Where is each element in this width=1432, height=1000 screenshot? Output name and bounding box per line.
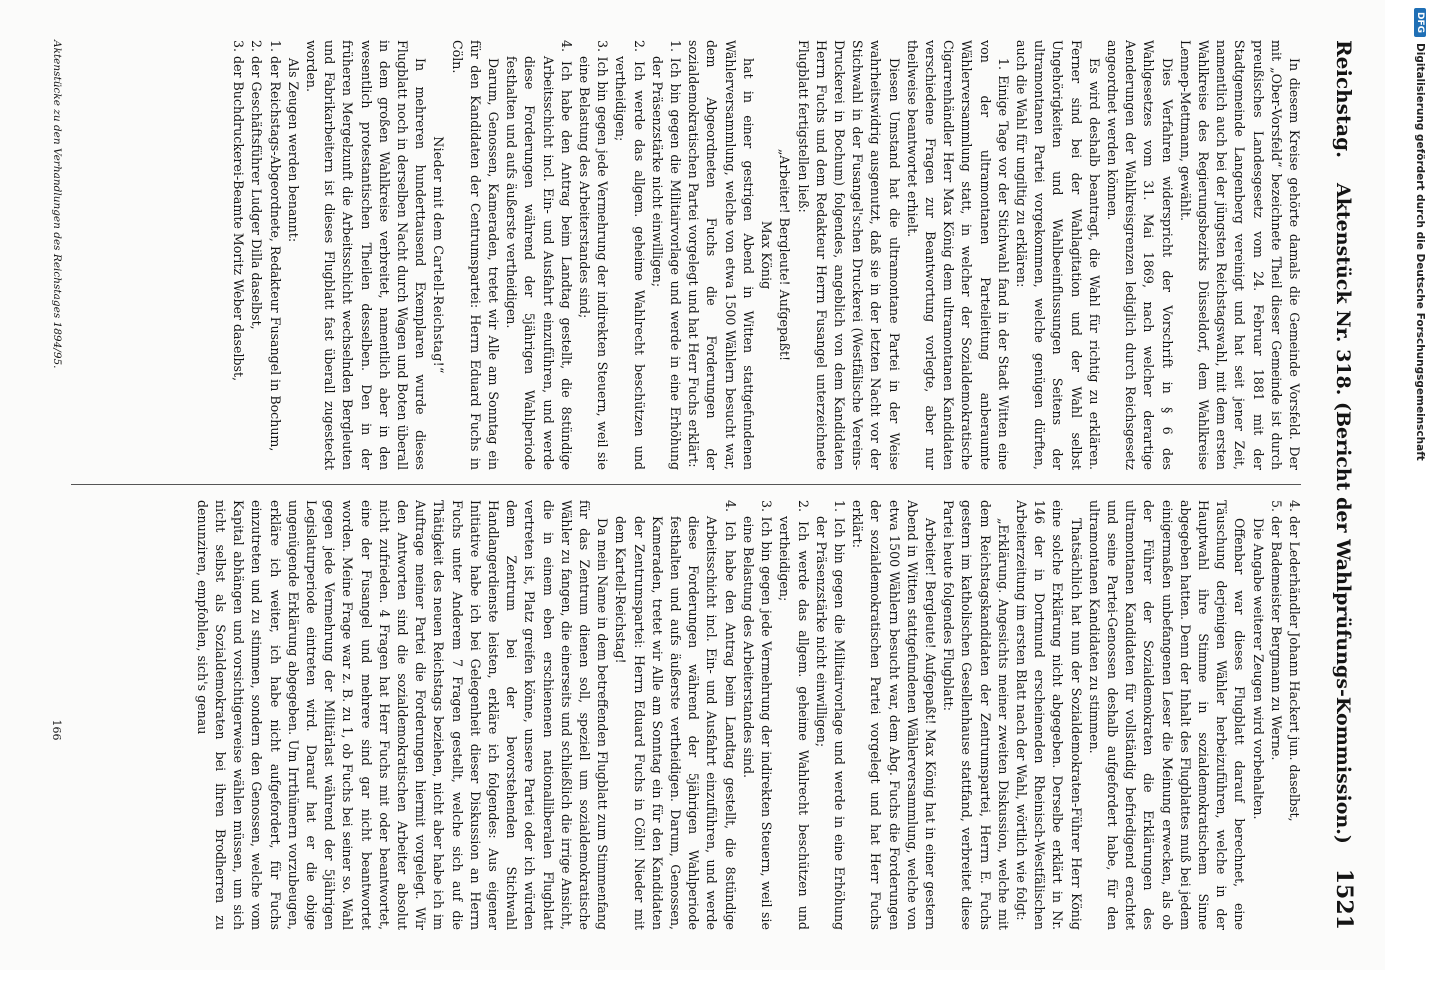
page-number: 1521 <box>1331 868 1357 930</box>
paragraph: In diesem Kreise gehörte damals die Gemeinde Vorsfeld. Der mit „Ober-Vorsfeld“ bezeichnete Theil dieser Gemeinde ist durch preußisches Landesgesetz vom 24. Februar 1881 mit der Stadtgemeinde Langenberg vereinigt und hat seit jener Zeit, namentlich auch bei der jüngsten Reichstagswahl, mit dem ersten Wahlkreise des Regierungsbezirks Düsseldorf, dem Wahlkreise Lennep-Mettmann, gewählt. <box>1177 40 1302 470</box>
list-item: 1. Ich bin gegen die Militairvorlage und werde in eine Erhöhung der Präsenzstärke nicht einwilligen; <box>649 40 684 470</box>
flyer-heading: „Arbeiter! Bergleute! Aufgepaßt! <box>777 148 793 362</box>
paragraph: 1. Einige Tage vor der Stichwahl fand in der Stadt Witten eine von der ultramontanen Parteileitung anberaumte Wählerversammlung statt, in welcher der Sozialdemokratische Cigarrenhändler Herr Max König dem ultramontanen Kandidaten verschiedene Fragen zur Beantwortung vorlegte, aber nur theilweise beantwortet erhielt. <box>904 40 1011 470</box>
digitization-strip <box>1409 0 1432 1000</box>
paragraph: hat in einer gestrigen Abend in Witten stattgefundenen Wählerversammlung, welche von etwa 1500 Wählern besucht war, dem Abgeordneten Fuchs die Forderungen der sozialdemokratischen Partei vorgelegt und hat Herr Fuchs erklärt: <box>686 40 756 470</box>
digitization-text: Digitalisierung gefördert durch die Deutsche Forschungsgemeinschaft <box>1414 43 1427 461</box>
list-item: 4. Ich habe den Antrag beim Landtag gestellt, die 8stündige Arbeitsschicht incl. Ein- und Ausfahrt einzuführen, und werde diese Forderungen während der 5jährigen Wahlperiode festhalten und aufs äußerste vertheidigen. Darum, Genossen, Kameraden, tretet wir Alle am Sonntag ein für den Kandidaten der Zentrumspartei: Herrn Eduard Fuchs in Cöln! Nieder mit dem Kartell-Reichstag! <box>613 500 738 930</box>
paragraph: Es wird deshalb beantragt, die Wahl für richtig zu erklären. Ferner sind bei der Wahlagitation und der Wahl selbst Ungehörigkeiten und Wahlbeeinflussungen Seitens der ultramontanen Partei vorgekommen, welche genügen dürften, auch die Wahl für ungiltig zu erklären: <box>1013 40 1102 470</box>
header-title: Aktenstück Nr. 318. (Bericht der Wahlprüfungs-Kommission.) <box>1332 183 1354 844</box>
paragraph: Die Angabe weiterer Zeugen wird vorbehalten. <box>1250 518 1266 820</box>
paragraph: Offenbar war dieses Flugblatt darauf berechnet, eine Täuschung derjenigen Wähler herbeizuführen, welche in der Hauptwahl ihre Stimme in sozialdemokratischem Sinne abgegeben hatten. Denn der Inhalt des Flugblattes muß bei jedem einigermaßen unbefangenen Leser die Meinung erwecken, als ob der Führer der Sozialdemokraten die Erklärungen des ultramontanen Kandidaten für vollständig befriedigend erachtet und seine Partei-Genossen deshalb aufgefordert habe, für den ultramontanen Kandidaten zu stimmen. <box>1086 500 1248 930</box>
paragraph: Thatsächlich hat nun der Sozialdemokraten-Führer Herr König eine solche Erklärung nicht abgegeben. Derselbe erklärt in Nr. 146 der in Dortmund erscheinenden Rheinisch-Westfälischen Arbeiterzeitung im ersten Blatt nach der Wahl, wörtlich wie folgt: <box>1013 500 1084 930</box>
page-header <box>1317 40 1357 930</box>
paragraph: In mehreren hunderttausend Exemplaren wurde dieses Flugblatt noch in derselben Nacht durch Wagen und Boten überall in dem großen Wahlkreise verbreitet, namentlich aber in den wesentlich protestantischen Theilen desselben. Den in der früheren Mergelzunft die Arbeitsschicht wechselnden Bergleuten und Fabrikarbeitern ist dieses Flugblatt fast überall zugesteckt worden. <box>304 40 429 470</box>
witness-item: 1. der Reichstags-Abgeordnete, Redakteur Fusangel in Bochum, <box>267 40 283 452</box>
witness-item: 4. der Lederhändler Johann Hackert jun. daselbst, <box>1287 500 1302 822</box>
paragraph: Darum, Genossen, Kameraden, tretet wir Alle am Sonntag ein für den Kandidaten der Centrumspartei: Herrn Eduard Fuchs in Cöln. <box>449 40 502 470</box>
witness-item: 2. der Geschäftsführer Ludger Dilla daselbst, <box>249 40 265 330</box>
witness-item: 5. der Bademeister Bergmann zu Werne. <box>1268 500 1284 761</box>
list-item: 2. Ich werde das allgem. geheime Wahlrecht beschützen und vertheidigen; <box>613 40 647 470</box>
flyer-name: Max König <box>759 220 775 290</box>
list-item: 3. Ich bin gegen jede Vermehrung der indirekten Steuern, weil sie eine Belastung des Arbeiterstandes sind. <box>740 500 775 930</box>
header-left: Reichstag. <box>1332 40 1356 159</box>
paragraph: Als Zeugen werden benannt: <box>285 58 301 243</box>
footer-note: Aktenstücke zu den Verhandlungen des Reichstages 1894/95. <box>51 40 63 369</box>
right-column <box>68 500 1303 930</box>
list-item: 2. Ich werde das allgem. geheime Wahlrecht beschützen und vertheidigen; <box>777 500 811 930</box>
dfg-logo: DFG <box>1415 8 1427 37</box>
left-column <box>68 40 1303 470</box>
list-item: 3. Ich bin gegen jede Vermehrung der indirekten Steuern, weil sie eine Belastung des Arbeiterstandes sind; <box>577 40 611 470</box>
sheet-number: 166 <box>50 719 63 741</box>
flyer-closing: Nieder mit dem Cartell-Reichstag!“ <box>431 136 447 374</box>
column-divider <box>71 484 1301 485</box>
paragraph: „Erklärung. Angesichts meiner zweiten Diskussion, welche mit dem Reichstagskandidaten der Zentrumspartei, Herrn E. Fuchs gestern im katholischen Gesellenhause stattfand, verbreitet diese Partei heute folgendes Flugblatt: <box>941 500 1011 930</box>
list-item: 4. Ich habe den Antrag beim Landtag gestellt, die 8stündige Arbeitsschicht incl. Ein- und Ausfahrt einzuführen, und werde diese Forderungen während der 5jährigen Wahlperiode festhalten und aufs äußerste vertheidigen. <box>504 40 574 470</box>
list-item: 1. Ich bin gegen die Militairvorlage und werde in eine Erhöhung der Präsenzstärke nicht einwilligen; <box>813 500 847 930</box>
paragraph: Dies Verfahren widerspricht der Vorschrift in § 6 des Wahlgesetzes vom 31. Mai 1869, nach welcher derartige Aenderungen der Wahlkreisgrenzen lediglich durch Reichsgesetz angeordnet werden können. <box>1104 40 1175 470</box>
paragraph: Diesen Umstand hat die ultramontane Partei in der Weise wahrheitswidrig ausgenutzt, daß sie in der letzten Nacht vor der Stichwahl in der Fusangel'schen Druckerei (Westfälische Vereins-Druckerei in Bochum) folgendes, angeblich von dem Kandidaten Herrn Fuchs und dem Redakteur Herrn Fusangel unterzeichnete Flugblatt fertigstellen ließ: <box>795 40 902 470</box>
witness-item: 3. der Buchdruckerei-Beamte Moritz Weber daselbst, <box>231 40 247 382</box>
paragraph: Arbeiter! Bergleute! Aufgepaßt! Max König hat in einer gestern Abend in Witten stattgefundenen Wählerversammlung, welche von etwa 1500 Wählern besucht war, dem Abg. Fuchs die Forderungen der sozialdemokratischen Partei vorgelegt und hat Herr Fuchs erklärt: <box>850 500 938 930</box>
digitization-note <box>1409 0 1432 1000</box>
paragraph: Da mein Name in dem betreffenden Flugblatt zum Stimmenfang für das Zentrum dienen soll, speziell um sozialdemokratische Wähler zu fangen, die einerseits und schließlich die irrige Ansicht, die in einem eben erschienenen nationalliberalen Flugblatt vertreten ist, Platz greifen könne, unsere Partei oder ich würden dem Zentrum bei der bevorstehenden Stichwahl Handlangerdienste leisten, erkläre ich folgendes: Aus eigener Initiative habe ich bei Gelegenheit dieser Diskussion an Herrn Fuchs unter Anderem 7 Fragen gestellt, welche sich auf die Thätigkeit des neuen Reichstags beziehen, nicht aber habe ich im Auftrage meiner Partei die Forderungen hiermit vorgelegt. Wir den Antworten sind die sozialdemokratischen Arbeiter absolut nicht zufrieden. 4 Fragen hat Herr Fuchs mit oder beantwortet, eine der Fusangel und mehrere sind gar nicht beantwortet worden. Meine Frage war z. B. zu 1, ob Fuchs bei seiner so. Wahl gegen jede Vermehrung der Militärlast während der 5jährigen Legislaturperiode eintreten wird. Darauf hat er die obige ungenügende Erklärung abgegeben. Um Irrthümern vorzubeugen, erkläre ich weiter, ich habe nicht aufgefordert, für Fuchs einzutreten und zu stimmen, sondern den Genossen, welche vom Kapital abhängen und vorsichtigerweise wählen müssen, um sich nicht selbst als Sozialdemokraten bei ihren Brodherren zu denunziren, empfohlen, sich's genau <box>194 500 611 930</box>
